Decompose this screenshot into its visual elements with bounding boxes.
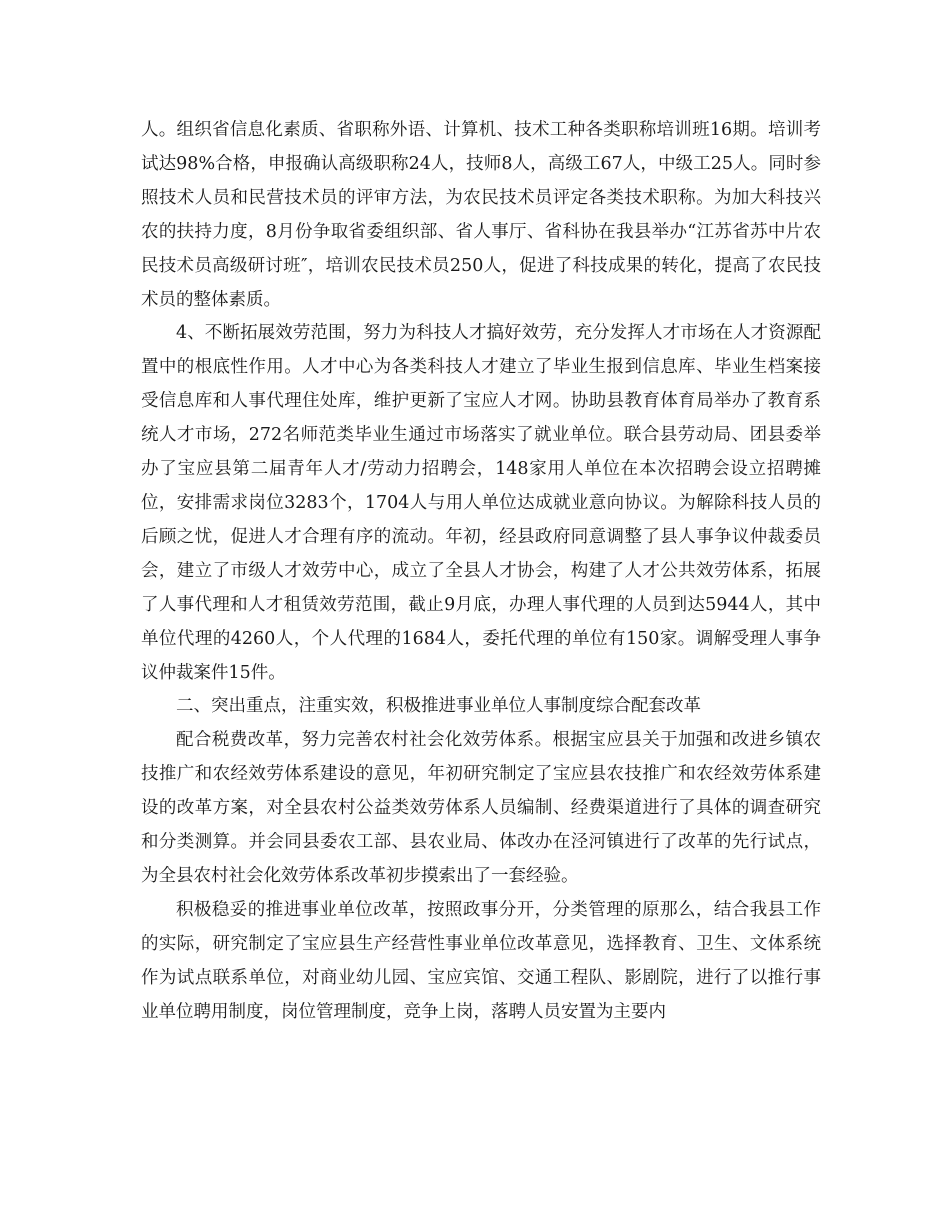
paragraph-continuation: 人。组织省信息化素质、省职称外语、计算机、技术工种各类职称培训班16期。培训考试达98%合格，申报确认高级职称24人，技师8人，高级工67人，中级工25人。同时参照技术人员和民营技术员的评审方法，为农民技术员评定各类技术职称。为加大科技兴农的扶持力度，8月份争取省委组织部、省人事厅、省科协在我县举办“江苏省苏中片农民技术员高级研讨班″，培训农民技术员250人，促进了科技成果的转化，提高了农民技术员的整体素质。	[141, 120, 821, 310]
document-body	[141, 114, 821, 1029]
paragraph-service-scope: 4、不断拓展效劳范围，努力为科技人才搞好效劳，充分发挥人才市场在人才资源配置中的根底性作用。人才中心为各类科技人才建立了毕业生报到信息库、毕业生档案接受信息库和人事代理住处库，维护更新了宝应人才网。协助县教育体育局举办了教育系统人才市场，272名师范类毕业生通过市场落实了就业单位。联合县劳动局、团县委举办了宝应县第二届青年人才/劳动力招聘会，148家用人单位在本次招聘会设立招聘摊位，安排需求岗位3283个，1704人与用人单位达成就业意向协议。为解除科技人员的后顾之忧，促进人才合理有序的流动。年初，经县政府同意调整了县人事争议仲裁委员会，建立了市级人才效劳中心，成立了全县人才协会，构建了人才公共效劳体系，拓展了人事代理和人才租赁效劳范围，截止9月底，办理人事代理的人员到达5944人，其中单位代理的4260人，个人代理的1684人，委托代理的单位有150家。调解受理人事争议仲裁案件15件。	[141, 323, 821, 683]
paragraph-rural-service-reform: 配合税费改革，努力完善农村社会化效劳体系。根据宝应县关于加强和改进乡镇农技推广和农经效劳体系建设的意见，年初研究制定了宝应县农技推广和农经效劳体系建设的改革方案，对全县农村公益类效劳体系人员编制、经费渠道进行了具体的调查研究和分类测算。并会同县委农工部、县农业局、体改办在泾河镇进行了改革的先行试点，为全县农村社会化效劳体系改革初步摸索出了一套经验。	[141, 730, 821, 886]
paragraph-institution-reform: 积极稳妥的推进事业单位改革，按照政事分开，分类管理的原那么，结合我县工作的实际，研究制定了宝应县生产经营性事业单位改革意见，选择教育、卫生、文体系统作为试点联系单位，对商业幼儿园、宝应宾馆、交通工程队、影剧院，进行了以推行事业单位聘用制度，岗位管理制度，竞争上岗，落聘人员安置为主要内	[141, 899, 821, 1022]
section-heading: 二、突出重点，注重实效，积极推进事业单位人事制度综合配套改革	[176, 696, 701, 717]
